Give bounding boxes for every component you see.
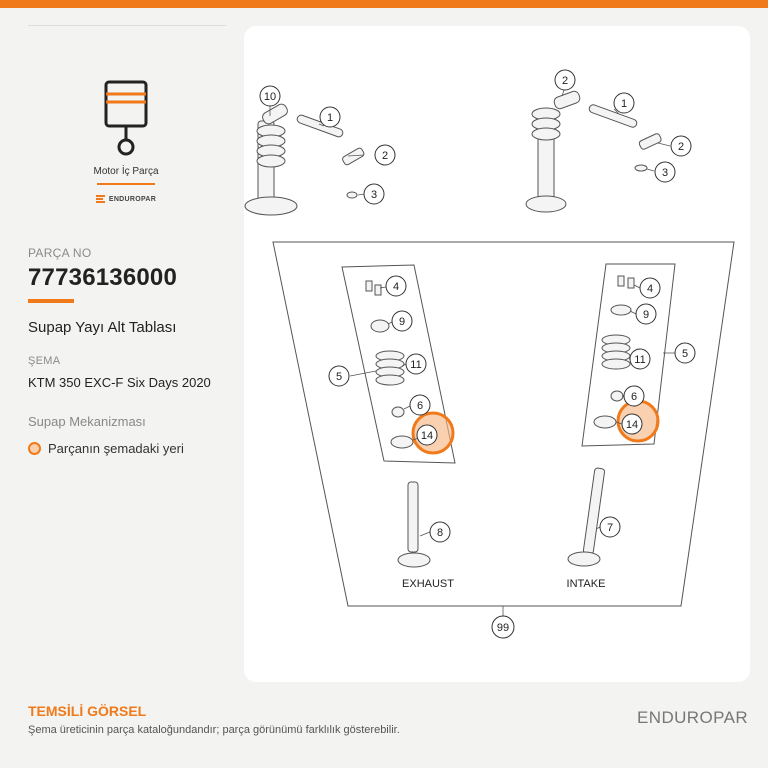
svg-text:6: 6	[630, 391, 638, 403]
callout-c1a	[320, 107, 340, 127]
intake-label: INTAKE	[566, 578, 606, 590]
small-logo	[56, 195, 196, 203]
callout-c2a	[375, 145, 395, 165]
svg-text:3: 3	[370, 189, 378, 201]
valve-head-right	[526, 196, 566, 212]
callout-c7	[600, 517, 620, 537]
rocker-assembly-left	[245, 102, 365, 215]
part-number-label: PARÇA NO	[28, 246, 92, 260]
callout-c9a	[392, 311, 412, 331]
callout-c3b	[655, 162, 675, 182]
callout-c14b	[622, 414, 642, 434]
callout-c4b	[640, 278, 660, 298]
rocker-pin-left	[341, 147, 365, 166]
highlight-marker-icon	[28, 442, 41, 455]
callout-c5b	[675, 343, 695, 363]
svg-text:1: 1	[620, 98, 628, 110]
part-number: 77736136000	[28, 264, 178, 291]
svg-text:1: 1	[326, 112, 334, 124]
exploded-diagram	[244, 26, 750, 682]
exhaust-spring-seat	[391, 436, 413, 448]
callout-c3a	[364, 184, 384, 204]
callout-c11a	[406, 354, 426, 374]
svg-text:14: 14	[625, 419, 639, 431]
rocker-pin-right	[638, 133, 662, 150]
shim-right	[635, 165, 647, 171]
sidebar-divider	[28, 25, 226, 26]
part-number-underline	[28, 299, 74, 303]
enduropar-logo-icon	[96, 195, 105, 203]
small-logo-text: ENDUROPAR	[108, 195, 157, 203]
svg-text:6: 6	[416, 400, 424, 412]
svg-text:2: 2	[677, 141, 685, 153]
schema-model: KTM 350 EXC-F Six Days 2020	[28, 375, 211, 390]
svg-text:99: 99	[496, 622, 510, 634]
callout-c5a	[329, 366, 349, 386]
intake-spring	[602, 359, 630, 369]
callout-c6a	[410, 395, 430, 415]
svg-text:9: 9	[398, 316, 406, 328]
callout-c99	[492, 616, 514, 638]
intake-valve	[568, 468, 605, 566]
intake-keeper	[618, 276, 624, 286]
intake-keeper-2	[628, 278, 634, 288]
exhaust-retainer	[371, 320, 389, 332]
category-badge	[56, 80, 196, 203]
footer-title: TEMSİLİ GÖRSEL	[28, 703, 147, 719]
schema-label: ŞEMA	[28, 355, 61, 367]
exhaust-valve	[398, 482, 430, 567]
spring-right	[532, 108, 560, 140]
caption-underline	[97, 183, 155, 185]
valve-head-left	[245, 197, 297, 215]
svg-text:11: 11	[634, 354, 646, 366]
piston-icon	[104, 80, 148, 156]
svg-text:2: 2	[381, 150, 389, 162]
part-name: Supap Yayı Alt Tablası	[28, 319, 177, 336]
legend-text: Parçanın şemadaki yeri	[48, 441, 184, 456]
exhaust-label: EXHAUST	[402, 578, 454, 590]
callout-c4a	[386, 276, 406, 296]
rocker-assembly-right	[526, 90, 662, 212]
svg-text:2: 2	[561, 75, 569, 87]
svg-text:9: 9	[642, 309, 650, 321]
exhaust-seal	[392, 407, 404, 417]
exhaust-keeper	[366, 281, 372, 291]
svg-text:4: 4	[392, 281, 400, 293]
callout-c1b	[614, 93, 634, 113]
callout-c2c	[671, 136, 691, 156]
diagram-card	[244, 26, 750, 682]
callout-c11b	[630, 349, 650, 369]
svg-text:10: 10	[263, 91, 277, 103]
rocker-arm-left	[261, 102, 290, 125]
legend	[28, 441, 184, 456]
exhaust-keeper-2	[375, 285, 381, 295]
callout-c6b	[624, 386, 644, 406]
schema-category: Supap Mekanizması	[28, 414, 146, 429]
svg-text:4: 4	[646, 283, 654, 295]
callout-c9b	[636, 304, 656, 324]
svg-text:5: 5	[681, 348, 689, 360]
svg-text:3: 3	[661, 167, 669, 179]
footer-brand: ENDUROPAR	[637, 708, 748, 727]
callout-c8	[430, 522, 450, 542]
rocker-arm-right	[553, 90, 582, 110]
svg-text:7: 7	[606, 522, 614, 534]
valve-kit-frame	[273, 242, 734, 606]
shim-left	[347, 192, 357, 198]
svg-text:5: 5	[335, 371, 343, 383]
callout-c14a	[417, 425, 437, 445]
callout-c10	[260, 86, 280, 106]
callout-c2b	[555, 70, 575, 90]
svg-text:14: 14	[420, 430, 434, 442]
top-accent-bar	[0, 0, 768, 8]
svg-text:11: 11	[410, 359, 422, 371]
intake-seal	[611, 391, 623, 401]
exhaust-spring	[376, 375, 404, 385]
intake-spring-seat	[594, 416, 616, 428]
svg-text:8: 8	[436, 527, 444, 539]
category-caption: Motor İç Parça	[93, 166, 159, 177]
intake-retainer	[611, 305, 631, 315]
footer-disclaimer: Şema üreticinin parça kataloğundandır; parça görünümü farklılık gösterebilir.	[28, 724, 400, 736]
